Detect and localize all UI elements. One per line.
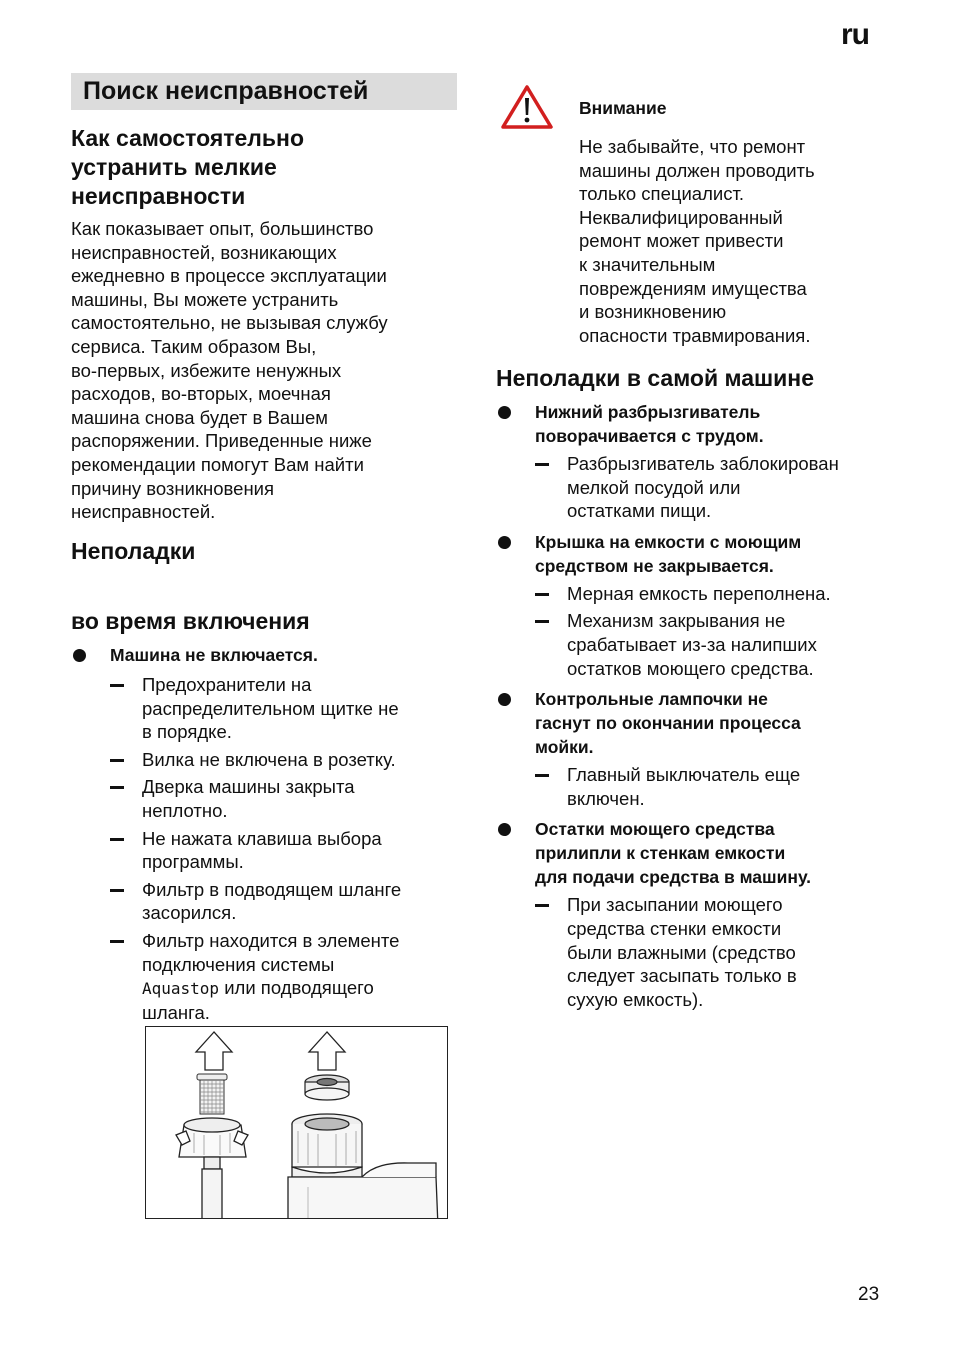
cause-line: подключения системы	[142, 953, 335, 975]
intro-line: Как показывает опыт, большинство	[71, 218, 374, 239]
dash-icon	[110, 838, 124, 841]
startup-problems-subheading: во время включения	[71, 608, 310, 634]
warning-line: опасности травмирования.	[579, 324, 811, 346]
cause-line: Мерная емкость переполнена.	[567, 582, 831, 604]
warning-line: ремонт может привести	[579, 230, 784, 252]
startup-problem-list	[71, 643, 457, 1024]
cause-line: включен.	[567, 787, 645, 809]
heading-line: устранить мелкие	[71, 154, 277, 180]
bullet-icon	[73, 649, 86, 662]
machine-problems-heading: Неполадки в самой машине	[496, 365, 814, 391]
heading-line: Как самостоятельно	[71, 125, 304, 151]
problem-title-line: для подачи средства в машину.	[535, 867, 812, 888]
coupling-nut	[176, 1118, 248, 1219]
cause-line: сухую емкость).	[567, 988, 704, 1010]
bullet-icon	[498, 823, 511, 836]
intro-paragraph	[71, 217, 457, 524]
self-repair-heading	[71, 124, 457, 211]
warning-line: к значительным	[579, 253, 716, 275]
bullet-icon	[498, 406, 511, 419]
intro-line: машина снова будет в Вашем	[71, 406, 328, 428]
warning-line: машины должен проводить	[579, 159, 815, 181]
section-title: Поиск неисправностей	[83, 77, 369, 105]
intro-line: расходов, во-вторых, моечная	[71, 383, 331, 405]
dash-icon	[535, 904, 549, 907]
dash-icon	[535, 593, 549, 596]
cause-item	[71, 827, 457, 874]
problem-item	[496, 530, 888, 578]
cause-line: При засыпании моющего	[567, 894, 783, 916]
dash-icon	[535, 774, 549, 777]
intro-line: рекомендации помогут Вам найти	[71, 453, 364, 475]
cause-line: Механизм закрывания не	[567, 610, 786, 632]
intro-line: неисправностей.	[71, 501, 216, 523]
dash-icon	[535, 463, 549, 466]
cause-item	[496, 763, 888, 810]
arrow-up-icon	[309, 1032, 345, 1070]
dash-icon	[110, 684, 124, 687]
arrow-up-icon	[196, 1032, 232, 1070]
dash-icon	[110, 889, 124, 892]
cause-line: шланга.	[142, 1001, 210, 1023]
cause-item	[71, 775, 457, 822]
intro-line: распоряжении. Приведенные ниже	[71, 430, 372, 452]
cause-line: Фильтр в подводящем шланге	[142, 878, 402, 900]
language-code: ru	[841, 18, 869, 51]
intro-line: причину возникновения	[71, 477, 275, 499]
aquastop-housing	[288, 1114, 438, 1219]
problem-title-line: Остатки моющего средства	[535, 819, 775, 840]
intro-line: неисправностей, возникающих	[71, 241, 337, 263]
cause-line: были влажными (средство	[567, 941, 796, 963]
problem-title: Машина не включается.	[110, 645, 318, 665]
problem-title-line: мойки.	[535, 737, 594, 758]
intro-line: ежедневно в процессе эксплуатации	[71, 265, 387, 287]
problem-item	[496, 817, 888, 889]
problem-title-line: Контрольные лампочки не	[535, 689, 768, 710]
aquastop-term: Aquastop	[142, 979, 220, 999]
dash-icon	[535, 620, 549, 623]
warning-title: Внимание	[579, 98, 667, 118]
cause-line: Главный выключатель еще	[567, 764, 801, 786]
startup-problems-heading: Неполадки	[71, 538, 196, 564]
problem-item	[496, 400, 888, 448]
cause-line: в порядке.	[142, 721, 232, 743]
problem-title-line: средством не закрывается.	[535, 555, 774, 576]
dash-icon	[110, 940, 124, 943]
filter-drawing	[146, 1027, 448, 1219]
cause-line: Вилка не включена в розетку.	[142, 748, 396, 770]
cause-line: Дверка машины закрыта	[142, 776, 355, 798]
bullet-icon	[498, 536, 511, 549]
cause-item	[496, 893, 888, 1011]
cause-item	[496, 582, 888, 606]
cause-line: засорился.	[142, 902, 237, 924]
warning-line: повреждениям имущества	[579, 277, 807, 299]
cause-line: остатками пищи.	[567, 500, 712, 522]
cause-item	[71, 929, 457, 1024]
mesh-filter	[197, 1074, 227, 1114]
cause-line: программы.	[142, 851, 244, 873]
cause-line: Разбрызгиватель заблокирован	[567, 453, 839, 474]
bullet-icon	[498, 693, 511, 706]
cause-line: следует засыпать только в	[567, 965, 797, 987]
warning-text	[579, 135, 879, 347]
intro-line: машины, Вы можете устранить	[71, 288, 339, 310]
warning-line: Не забывайте, что ремонт	[579, 136, 806, 157]
warning-line: только специалист.	[579, 183, 745, 205]
filter-illustration	[145, 1026, 448, 1219]
intro-line: во-первых, избежите ненужных	[71, 359, 342, 381]
warning-line: Неквалифицированный	[579, 206, 783, 228]
intro-line: самостоятельно, не вызывая службу	[71, 312, 388, 334]
machine-problem-list	[496, 400, 888, 1011]
cause-line: неплотно.	[142, 799, 228, 821]
cause-item	[496, 452, 888, 523]
cause-line-tail: или подводящего	[219, 977, 374, 999]
page-number: 23	[858, 1284, 880, 1305]
dash-icon	[110, 759, 124, 762]
warning-line: и возникновению	[579, 301, 727, 323]
problem-item	[71, 643, 457, 667]
cause-item	[71, 878, 457, 925]
cause-line: Предохранители на	[142, 674, 312, 695]
dash-icon	[110, 786, 124, 789]
problem-title-line: гаснут по окончании процесса	[535, 713, 801, 734]
warning-triangle-icon	[500, 84, 554, 130]
heading-line: неисправности	[71, 183, 246, 209]
problem-title-line: Нижний разбрызгиватель	[535, 402, 761, 422]
small-filter	[305, 1075, 349, 1100]
cause-line: остатков моющего средства.	[567, 657, 814, 679]
cause-item	[496, 609, 888, 680]
problem-title-line: Крышка на емкости с моющим	[535, 531, 802, 552]
cause-item	[71, 748, 457, 772]
cause-line: средства стенки емкости	[567, 917, 782, 939]
cause-line	[142, 976, 457, 1001]
cause-item	[71, 673, 457, 744]
cause-line: мелкой посудой или	[567, 476, 741, 498]
problem-item	[496, 687, 888, 759]
problem-title-line: прилипли к стенкам емкости	[535, 843, 786, 864]
cause-line: распределительном щитке не	[142, 697, 399, 719]
cause-line: Фильтр находится в элементе	[142, 929, 400, 951]
problem-title-line: поворачивается с трудом.	[535, 426, 764, 446]
intro-line: сервиса. Таким образом Вы,	[71, 335, 317, 357]
cause-line: Не нажата клавиша выбора	[142, 827, 382, 849]
cause-line: срабатывает из-за налипших	[567, 633, 817, 655]
